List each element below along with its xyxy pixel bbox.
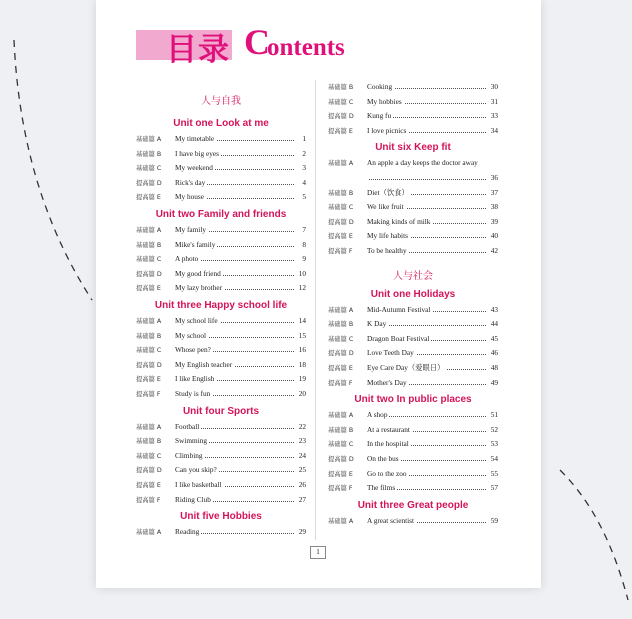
entry-level: 基础篇 A <box>136 136 162 143</box>
entry-page: 15 <box>294 331 306 340</box>
toc-entry <box>136 374 306 385</box>
entry-page: 37 <box>486 188 498 197</box>
toc-entry <box>328 348 498 359</box>
entry-page: 51 <box>486 410 498 419</box>
entry-level: 提高篇 E <box>328 127 353 135</box>
entry-level: 基础篇 A <box>136 423 162 431</box>
toc-entry <box>136 192 306 203</box>
toc-entry <box>328 363 498 374</box>
title-capital-c: C <box>244 22 270 62</box>
entry-title: Study is fun <box>175 389 211 398</box>
entry-title: My weekend <box>175 163 213 173</box>
entry-level: 提高篇 E <box>136 376 161 384</box>
entry-title: My school life <box>175 316 218 325</box>
entry-page: 54 <box>486 454 498 463</box>
entry-title: I love picnics <box>367 125 407 135</box>
entry-page: 36 <box>486 173 498 182</box>
entry-title: Riding Club <box>175 494 211 504</box>
toc-entry <box>136 149 306 160</box>
entry-title: At a restaurant <box>367 424 410 434</box>
entry-title: I like basketball <box>175 480 222 489</box>
entry-page: 30 <box>486 82 498 91</box>
unit-heading: Unit one Look at me <box>173 118 269 129</box>
entry-level: 基础篇 C <box>328 335 354 343</box>
toc-entry <box>328 319 498 330</box>
entry-title: A shop <box>367 410 388 420</box>
toc-entry <box>136 163 306 174</box>
entry-title: Mike's family <box>175 239 216 249</box>
entry-title: Mother's Day <box>367 377 407 387</box>
entry-level: 基础篇 A <box>136 227 162 234</box>
entry-title: An apple a day keeps the doctor away <box>367 158 478 168</box>
toc-entry <box>328 82 498 93</box>
entry-level: 基础篇 B <box>328 321 354 329</box>
entry-page: 49 <box>486 378 498 387</box>
entry-level: 提高篇 E <box>328 470 353 478</box>
toc-entry <box>328 111 498 122</box>
entry-level: 提高篇 D <box>328 113 354 121</box>
entry-level: 基础篇 C <box>328 204 354 212</box>
entry-level: 基础篇 B <box>136 332 162 340</box>
entry-level: 提高篇 E <box>328 233 353 241</box>
toc-entry <box>328 97 498 108</box>
entry-page: 52 <box>486 425 498 434</box>
toc-entry <box>136 283 306 294</box>
entry-title: In the hospital <box>367 439 409 449</box>
entry-level: 基础篇 B <box>328 426 354 434</box>
toc-entry <box>136 225 306 236</box>
entry-page: 59 <box>486 516 498 525</box>
entry-level: 基础篇 A <box>328 412 354 420</box>
entry-title: A photo <box>175 254 199 264</box>
entry-title: Making kinds of milk <box>367 216 431 226</box>
toc-entry <box>328 483 498 494</box>
toc-entry <box>328 410 498 421</box>
entry-page: 19 <box>294 374 306 383</box>
entry-page: 10 <box>294 269 306 278</box>
entry-level: 基础篇 C <box>136 347 162 355</box>
toc-entry <box>328 469 498 480</box>
entry-page: 25 <box>294 465 306 474</box>
section-heading: 人与社会 <box>393 270 433 282</box>
entry-page: 9 <box>294 254 306 263</box>
entry-page: 2 <box>294 149 306 158</box>
entry-level: 提高篇 D <box>136 179 162 187</box>
entry-title: Reading <box>175 527 200 537</box>
entry-title: Can you skip? <box>175 465 217 475</box>
entry-level: 基础篇 B <box>136 241 162 249</box>
entry-title: My timetable <box>175 134 215 143</box>
entry-title: Rick's day <box>175 177 206 187</box>
contents-page <box>96 0 541 588</box>
entry-title: Dragon Boat Festival <box>367 333 430 343</box>
entry-level: 基础篇 C <box>328 441 354 449</box>
entry-title: We like fruit <box>367 202 404 212</box>
entry-page: 27 <box>294 495 306 504</box>
entry-title: My family <box>175 225 207 234</box>
unit-heading: Unit two Family and friends <box>155 209 287 220</box>
entry-title: I have big eyes <box>175 148 219 158</box>
toc-entry <box>328 158 498 169</box>
toc-entry <box>136 360 306 371</box>
leader-dots <box>369 179 486 180</box>
entry-title: Whose pen? <box>175 345 211 355</box>
entry-page: 3 <box>294 163 306 172</box>
entry-page: 48 <box>486 363 498 372</box>
entry-level: 提高篇 E <box>136 482 161 489</box>
entry-page: 24 <box>294 451 306 460</box>
entry-page: 18 <box>294 360 306 369</box>
entry-page: 40 <box>486 231 498 240</box>
entry-level: 提高篇 F <box>136 496 161 504</box>
toc-entry <box>136 345 306 356</box>
entry-level: 提高篇 D <box>328 456 354 463</box>
entry-title: My hobbies <box>367 96 402 106</box>
column-divider <box>315 80 316 540</box>
entry-level: 基础篇 B <box>136 438 162 446</box>
unit-heading: Unit one Holidays <box>370 288 456 300</box>
entry-page: 8 <box>294 240 306 249</box>
entry-title: Swimming <box>175 436 208 446</box>
entry-page: 38 <box>486 202 498 211</box>
entry-level: 提高篇 E <box>328 365 353 372</box>
entry-page: 55 <box>486 469 498 478</box>
toc-entry <box>136 331 306 342</box>
entry-level: 提高篇 F <box>328 248 353 255</box>
entry-level: 基础篇 C <box>136 256 162 264</box>
entry-page: 5 <box>294 192 306 201</box>
toc-entry <box>328 217 498 228</box>
entry-page: 29 <box>294 527 306 536</box>
entry-page: 16 <box>294 345 306 354</box>
toc-entry <box>328 305 498 316</box>
unit-heading: Unit two In public places <box>354 394 472 406</box>
toc-entry <box>328 188 498 199</box>
toc-entry <box>328 202 498 213</box>
toc-entry <box>328 246 498 257</box>
entry-level: 提高篇 D <box>136 361 162 369</box>
toc-entry <box>136 436 306 447</box>
entry-page: 46 <box>486 348 498 357</box>
entry-level: 提高篇 E <box>136 194 161 202</box>
entry-page: 57 <box>486 483 498 492</box>
entry-title: Love Teeth Day <box>367 348 414 358</box>
toc-entry <box>328 516 498 527</box>
entry-level: 提高篇 D <box>136 467 162 475</box>
entry-title: A great scientist <box>367 515 415 525</box>
entry-title: Diet（饮食） <box>367 187 409 197</box>
entry-level: 提高篇 F <box>136 391 161 398</box>
entry-title: To be healthy <box>367 246 407 255</box>
entry-page: 45 <box>486 334 498 343</box>
entry-page: 39 <box>486 217 498 226</box>
toc-entry <box>328 173 498 184</box>
toc-entry <box>136 240 306 251</box>
entry-level: 基础篇 A <box>328 306 354 314</box>
entry-page: 12 <box>294 283 306 292</box>
entry-title: Cooking <box>367 82 393 91</box>
entry-level: 基础篇 A <box>328 160 354 168</box>
unit-heading: Unit six Keep fit <box>375 142 451 154</box>
entry-page: 44 <box>486 319 498 328</box>
entry-title: On the bus <box>367 454 399 463</box>
unit-heading: Unit three Happy school life <box>154 300 288 311</box>
toc-entry <box>136 389 306 400</box>
toc-entry <box>136 422 306 433</box>
toc-entry <box>328 425 498 436</box>
entry-page: 43 <box>486 305 498 314</box>
entry-level: 基础篇 C <box>136 165 162 173</box>
entry-title: My good friend <box>175 268 221 278</box>
unit-heading: Unit three Great people <box>357 499 469 511</box>
toc-entry <box>328 126 498 137</box>
page-number: 1 <box>310 546 326 559</box>
entry-title: My English teacher <box>175 359 233 369</box>
toc-entry <box>136 134 306 145</box>
toc-entry <box>136 451 306 462</box>
entry-page: 22 <box>294 422 306 431</box>
entry-page: 20 <box>294 389 306 398</box>
entry-page: 33 <box>486 111 498 120</box>
entry-title: My lazy brother <box>175 283 223 293</box>
toc-entry <box>328 378 498 389</box>
toc-entry <box>136 254 306 265</box>
toc-entry <box>136 465 306 476</box>
entry-page: 53 <box>486 439 498 448</box>
entry-page: 7 <box>294 225 306 234</box>
entry-title: My school <box>175 330 207 340</box>
entry-page: 34 <box>486 126 498 135</box>
entry-title: Eye Care Day（爱眼日） <box>367 363 445 372</box>
toc-entry <box>328 334 498 345</box>
title-chinese: 目录 <box>166 32 230 68</box>
toc-entry <box>328 231 498 242</box>
entry-level: 基础篇 B <box>328 84 354 91</box>
entry-page: 42 <box>486 246 498 255</box>
entry-title: Climbing <box>175 450 203 460</box>
entry-title: Kung fu <box>367 111 392 121</box>
entry-page: 4 <box>294 178 306 187</box>
entry-title: Go to the zoo <box>367 468 407 478</box>
entry-level: 基础篇 A <box>136 318 162 325</box>
entry-title: Football <box>175 421 200 431</box>
entry-title: My house <box>175 192 204 202</box>
entry-page: 26 <box>294 480 306 489</box>
toc-entry <box>136 480 306 491</box>
entry-page: 23 <box>294 436 306 445</box>
entry-level: 提高篇 F <box>328 485 353 493</box>
entry-level: 基础篇 C <box>328 98 354 106</box>
entry-title: The films <box>367 483 396 493</box>
entry-title: K Day <box>367 319 387 329</box>
entry-title: My life habits <box>367 231 408 241</box>
entry-page: 14 <box>294 316 306 325</box>
entry-level: 提高篇 D <box>136 270 162 278</box>
entry-title: Mid-Autumn Festival <box>367 304 431 314</box>
unit-heading: Unit five Hobbies <box>180 511 262 523</box>
toc-entry <box>136 495 306 506</box>
unit-heading: Unit four Sports <box>182 405 260 417</box>
title-english: ontents <box>267 34 345 61</box>
toc-entry <box>328 454 498 465</box>
toc-entry <box>136 269 306 280</box>
toc-entry <box>136 178 306 189</box>
entry-level: 提高篇 F <box>328 379 353 387</box>
entry-level: 提高篇 D <box>328 350 354 358</box>
section-heading: 人与自我 <box>201 96 241 107</box>
entry-page: 31 <box>486 97 498 106</box>
entry-level: 基础篇 B <box>328 189 354 197</box>
toc-entry <box>328 439 498 450</box>
entry-level: 基础篇 A <box>328 517 354 525</box>
entry-level: 提高篇 E <box>136 285 161 293</box>
toc-entry <box>136 527 306 538</box>
entry-page: 1 <box>294 134 306 143</box>
toc-entry <box>136 316 306 327</box>
entry-title: I like English <box>175 374 215 384</box>
entry-level: 基础篇 A <box>136 529 162 537</box>
entry-level: 基础篇 C <box>136 452 162 460</box>
entry-level: 基础篇 B <box>136 150 162 158</box>
entry-level: 提高篇 D <box>328 218 354 226</box>
